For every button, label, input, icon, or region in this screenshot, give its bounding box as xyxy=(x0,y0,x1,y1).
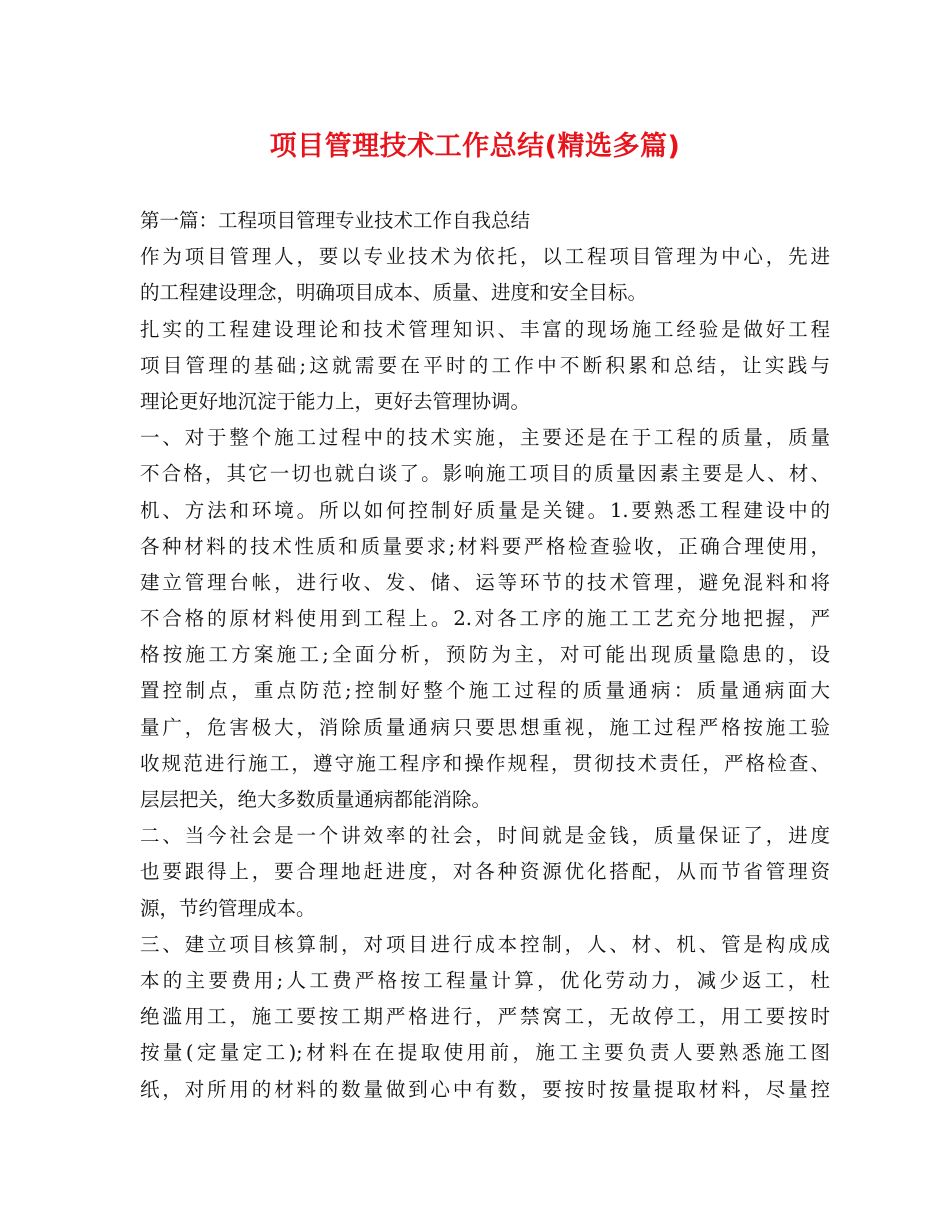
heading-line: 第一篇：工程项目管理专业技术工作自我总结 xyxy=(140,209,531,232)
text-line: 的工程建设理念，明确项目成本、质量、进度和安全目标。 xyxy=(140,281,648,305)
text-line: 扎实的工程建设理论和技术管理知识、丰富的现场施工经验是做好工程 xyxy=(140,317,830,341)
document-title: 项目管理技术工作总结(精选多篇) xyxy=(269,131,681,162)
text-line: 不合格的原材料使用到工程上。2.对各工序的施工工艺充分地把握，严 xyxy=(140,607,830,631)
text-line: 三、建立项目核算制，对项目进行成本控制，人、材、机、管是构成成 xyxy=(140,932,830,956)
text-line: 不合格，其它一切也就白谈了。影响施工项目的质量因素主要是人、材、 xyxy=(140,462,830,486)
text-line: 量广，危害极大，消除质量通病只要思想重视，施工过程严格按施工验 xyxy=(140,715,830,739)
document-body xyxy=(140,203,830,1108)
text-line: 本的主要费用;人工费严格按工程量计算，优化劳动力，减少返工，杜 xyxy=(140,968,830,992)
text-line: 源，节约管理成本。 xyxy=(140,896,316,920)
text-line: 机、方法和环境。所以如何控制好质量是关键。1.要熟悉工程建设中的 xyxy=(140,498,830,522)
text-line: 置控制点，重点防范;控制好整个施工过程的质量通病：质量通病面大 xyxy=(140,679,830,703)
text-line: 各种材料的技术性质和质量要求;材料要严格检查验收，正确合理使用， xyxy=(140,534,830,558)
text-line: 按量(定量定工);材料在在提取使用前，施工主要负责人要熟悉施工图 xyxy=(140,1041,830,1065)
text-line: 绝滥用工，施工要按工期严格进行，严禁窝工，无故停工，用工要按时 xyxy=(140,1005,830,1029)
text-line: 也要跟得上，要合理地赶进度，对各种资源优化搭配，从而节省管理资 xyxy=(140,860,830,884)
text-line: 建立管理台帐，进行收、发、储、运等环节的技术管理，避免混料和将 xyxy=(140,570,830,594)
text-line: 纸，对所用的材料的数量做到心中有数，要按时按量提取材料，尽量控 xyxy=(140,1077,830,1101)
text-line: 一、对于整个施工过程中的技术实施，主要还是在于工程的质量，质量 xyxy=(140,426,830,450)
text-line: 理论更好地沉淀于能力上，更好去管理协调。 xyxy=(140,389,531,413)
text-line: 二、当今社会是一个讲效率的社会，时间就是金钱，质量保证了，进度 xyxy=(140,824,830,848)
text-line: 层层把关，绝大多数质量通病都能消除。 xyxy=(140,788,492,811)
text-line: 作为项目管理人，要以专业技术为依托，以工程项目管理为中心，先进 xyxy=(140,245,830,269)
text-line: 格按施工方案施工;全面分析，预防为主，对可能出现质量隐患的，设 xyxy=(140,643,830,667)
text-line: 收规范进行施工，遵守施工程序和操作规程，贯彻技术责任，严格检查、 xyxy=(140,751,830,775)
text-line: 项目管理的基础;这就需要在平时的工作中不断积累和总结，让实践与 xyxy=(140,353,830,377)
